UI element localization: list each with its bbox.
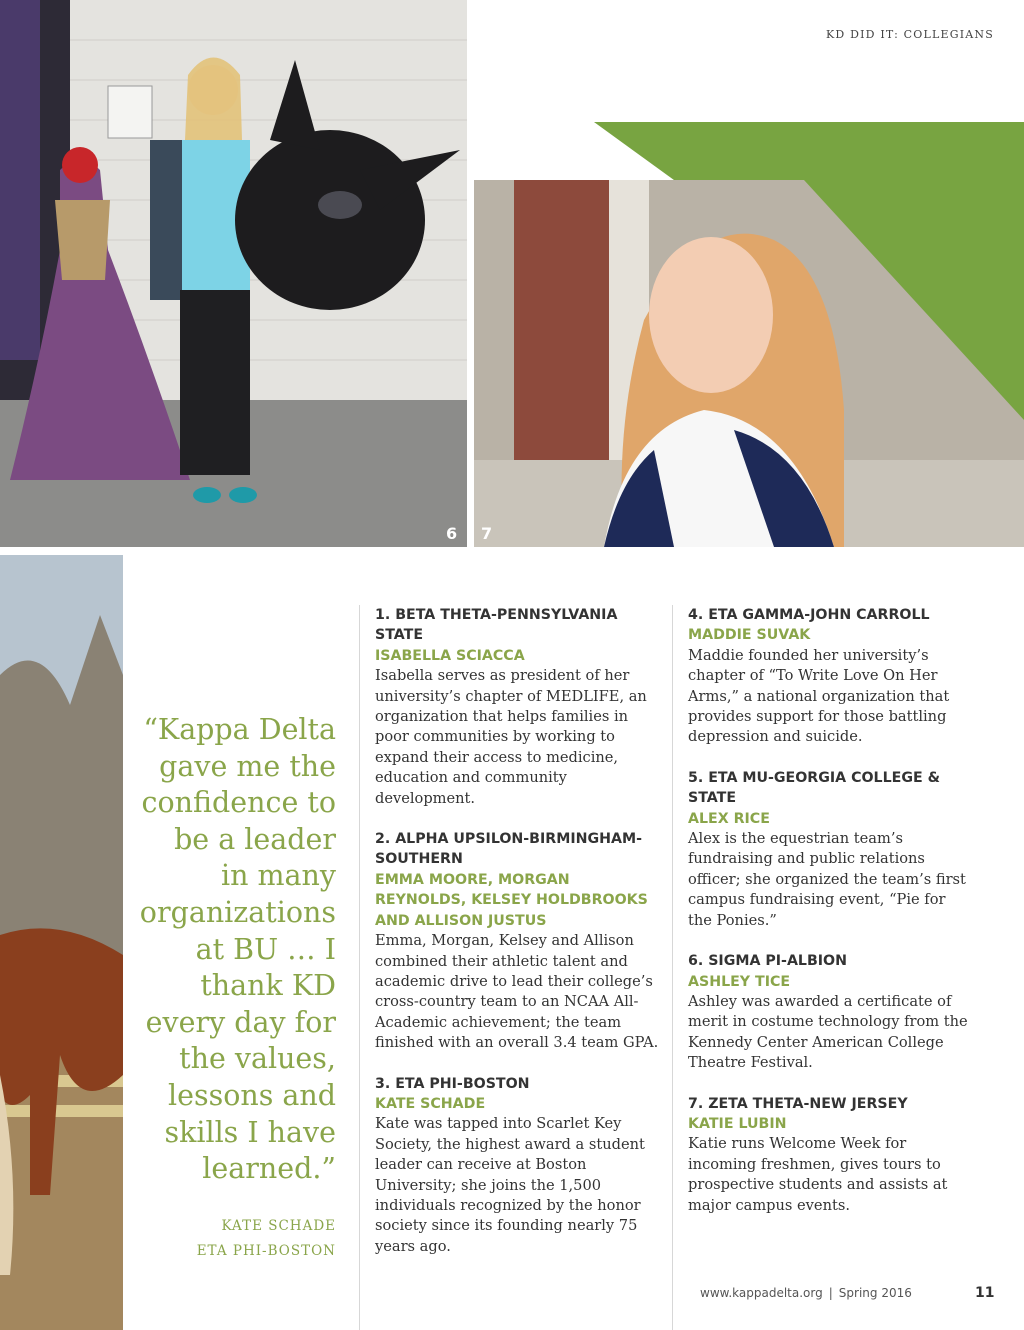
entry-4 <box>688 605 973 748</box>
entry-2 <box>375 829 660 1053</box>
entry-names: ASHLEY TICE <box>688 973 791 990</box>
footer-issue: Spring 2016 <box>838 1286 912 1300</box>
entry-body: Katie runs Welcome Week for incoming freshmen, gives tours to prospective students and assists at major campus events. <box>688 1135 948 1214</box>
entries-column-right <box>688 605 973 1236</box>
pull-quote-line: be a leader <box>174 822 336 856</box>
pull-quote-line: in many <box>220 859 336 893</box>
page-number: 11 <box>975 1285 995 1301</box>
entry-body: Isabella serves as president of her university’s chapter of MEDLIFE, an organization that helps families in poor communities by working to expand their access to medicine, education and community development. <box>375 667 647 807</box>
footer-url[interactable]: www.kappadelta.org <box>700 1286 823 1300</box>
photo-costume-display <box>0 0 467 547</box>
entry-3 <box>375 1074 660 1258</box>
entry-body: Maddie founded her university’s chapter of “To Write Love On Her Arms,” a national organization that provides support for those battling depression and suicide. <box>688 646 950 746</box>
pull-quote-line: “Kappa Delta <box>143 713 336 746</box>
page-footer <box>700 1286 912 1300</box>
entry-names: EMMA MOORE, MORGAN REYNOLDS, KELSEY HOLDBROOKS AND ALLISON JUSTUS <box>375 871 648 929</box>
entry-heading: 6. SIGMA PI-ALBION <box>688 953 847 970</box>
photo-horse <box>0 555 123 1330</box>
footer-separator: | <box>828 1286 833 1300</box>
column-rule <box>672 605 673 1330</box>
entry-heading: 1. BETA THETA-PENNSYLVANIA STATE <box>375 607 618 644</box>
photo-costume-illustration <box>0 0 467 547</box>
pull-quote-line: organizations <box>139 895 336 929</box>
pull-quote-attribution <box>140 1214 336 1264</box>
pull-quote-line: at BU … I <box>195 932 336 966</box>
entry-names: KATIE LUBIN <box>688 1115 787 1132</box>
attribution-chapter: ETA PHI-BOSTON <box>196 1243 336 1259</box>
pull-quote-line: confidence to <box>141 786 336 820</box>
entry-body: Ashley was awarded a certificate of merit in costume technology from the Kennedy Center American College Theatre Festival. <box>688 992 968 1072</box>
entry-heading: 3. ETA PHI-BOSTON <box>375 1075 530 1092</box>
entry-7 <box>688 1094 973 1216</box>
entry-1 <box>375 605 660 809</box>
photo-number-7: 7 <box>481 524 493 543</box>
entry-heading: 4. ETA GAMMA-JOHN CARROLL <box>688 607 930 623</box>
pull-quote-line: every day for <box>145 1005 336 1039</box>
pull-quote-line: skills I have <box>164 1115 336 1149</box>
pull-quote-line: thank KD <box>200 969 336 1003</box>
entry-body: Emma, Morgan, Kelsey and Allison combined their athletic talent and academic drive to lead their college’s cross-country team to an NCAA All-Academic achievement; the team finished with an overall 3.4 team GPA. <box>375 932 659 1052</box>
attribution-name: KATE SCHADE <box>221 1218 336 1234</box>
photo-number-6: 6 <box>446 524 458 543</box>
entry-body: Kate was tapped into Scarlet Key Society, the highest award a student leader can receive at Boston University; she joins the 1,500 individuals recognized by the honor society since its founding nearly 75 years ago. <box>375 1115 645 1255</box>
entry-heading: 2. ALPHA UPSILON-BIRMINGHAM-SOUTHERN <box>375 831 642 868</box>
pull-quote-line: gave me the <box>159 749 336 783</box>
photo-portrait-illustration <box>474 180 1024 547</box>
photo-horse-illustration <box>0 555 123 1330</box>
entry-names: MADDIE SUVAK <box>688 627 811 644</box>
entry-names: KATE SCHADE <box>375 1095 486 1112</box>
entry-6 <box>688 951 973 1073</box>
entry-body: Alex is the equestrian team’s fundraising and public relations officer; she organized the team’s first campus fundraising event, “Pie for the Ponies.” <box>688 830 966 929</box>
running-head: KD DID IT: COLLEGIANS <box>825 28 994 41</box>
entry-5 <box>688 768 973 931</box>
pull-quote-line: learned.” <box>202 1152 336 1186</box>
entry-names: ALEX RICE <box>688 810 770 827</box>
entries-column-left <box>375 605 660 1277</box>
entry-heading: 5. ETA MU-GEORGIA COLLEGE & STATE <box>688 769 940 807</box>
column-rule <box>359 605 360 1330</box>
pull-quote-line: the values, <box>179 1042 336 1076</box>
photo-portrait-katie <box>474 180 1024 547</box>
entry-heading: 7. ZETA THETA-NEW JERSEY <box>688 1095 908 1112</box>
pull-quote <box>138 712 336 1188</box>
entry-names: ISABELLA SCIACCA <box>375 647 525 664</box>
pull-quote-line: lessons and <box>167 1078 336 1112</box>
